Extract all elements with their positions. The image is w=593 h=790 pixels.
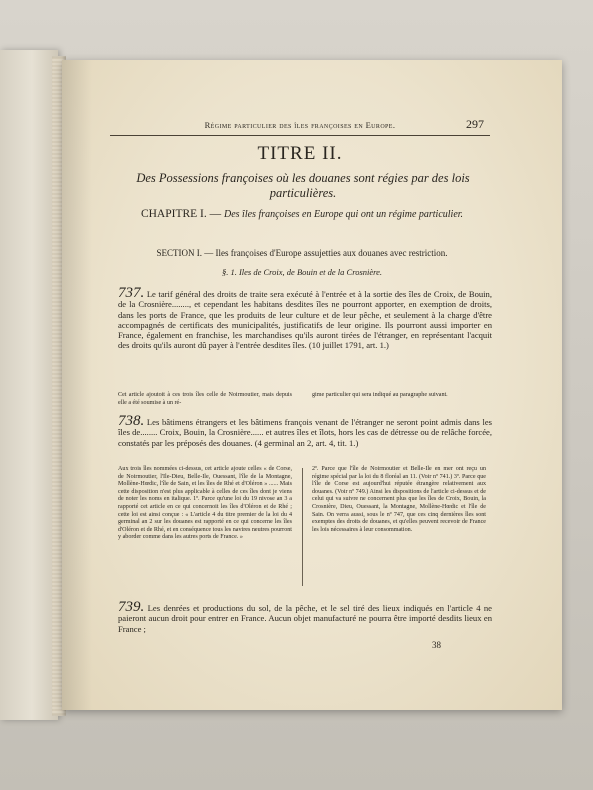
article-737 xyxy=(118,285,492,351)
article-text: Le tarif général des droits de traite sera exécuté à l'entrée et à la sortie des îles de Croix, de Bouin, de la Crosnière........, et cependant les habitans desdites îles ne pourront apporter, en exemption de droits, dans les ports de France, que les produits de leur culture et de leur pêche, et seulement à la charge d'être accompagnés de certificats des municipalités, justificatifs de leur origine. Ils pourront aussi importer en France, également en franchise, les marchandises qu'ils auront tirées de l'étranger, en représentant l'acquit des droits qu'ils auront dû payer à l'entrée desdites îles. (10 juillet 1791, art. 1.) xyxy=(118,289,492,351)
titre-subtitle: Des Possessions françoises où les douanes sont régies par des lois particulières. xyxy=(136,171,470,200)
left-page-edge xyxy=(0,50,58,720)
note-738-right: 2º. Parce que l'île de Noirmoutier et Belle-Ile en mer ont reçu un régime spécial par la loi du 8 floréal an 11. (Voir nº 741.) 3º. Parce que l'île de Corse est aujourd'hui réputée étrangère relativement aux douanes. (Voir nº 749.) Ainsi les dispositions de l'article ci-dessus et de celui qui va suivre ne concernent plus que les îles de Croix, Bouin, la Crosnière, Dieu, Ouessant, la Montagne, Mollène-Hœdic et l'île de Sain. On verra aussi, sous le nº 747, que ces cinq dernières îles sont exemptes des droits de douanes, et qu'elles peuvent recevoir de France les lois nécessaires à leur consommation. xyxy=(312,466,486,533)
chapitre-label: CHAPITRE I. — xyxy=(140,208,222,220)
page-number: 297 xyxy=(466,117,484,131)
section-heading: SECTION I. — Iles françoises d'Europe assujetties aux douanes avec restriction. xyxy=(156,248,448,258)
note-737-left: Cet article ajoutoit à ces trois îles celle de Noirmoutier, mais depuis elle a été soumise à un ré- xyxy=(118,392,292,406)
article-number: 738. xyxy=(118,413,145,429)
article-739 xyxy=(118,599,492,634)
article-text: Les bâtimens étrangers et les bâtimens françois venant de l'étranger ne seront point admis dans les îles de........ Croix, Bouin, la Crosnière...... et autres îles et îlots, hors les cas de détresse ou de relâche forcée, constatés par les préposés des douanes. (4 germinal an 2, art. 4, tit. 1.) xyxy=(118,417,492,448)
titre-heading: TITRE II. xyxy=(257,143,343,164)
paragraph-heading: §. 1. Iles de Croix, de Bouin et de la Crosnière. xyxy=(221,267,383,277)
spine-shadow xyxy=(62,60,92,710)
chapitre-heading xyxy=(112,208,492,221)
note-738-left: Aux trois îles nommées ci-dessus, cet article ajoute celles « de Corse, de Noirmoutier, l'Ile-Dieu, Belle-Ile, Ouessant, l'île de la Montagne, Mollène-Hœdic, l'île de Sain, et les îles de Rhé et d'Oléron » ...... Mais cette disposition n'est plus applicable à celles de ces îles dont je viens de noter les noms en italique. 1º. Parce qu'une loi du 19 nivose an 3 a rapporté cet article en ce qui concernoit les îles d'Oléron et de Rhé ; cette loi est ainsi conçue : « L'article 4 du titre premier de la loi du 4 germinal an 2 sur les douanes est rapporté en ce qui concerne les îles d'Oléron et de Rhé, et en conséquence tous les navires neutres pourront y aborder comme dans les autres ports de France. » xyxy=(118,466,292,541)
signature-mark: 38 xyxy=(432,640,441,650)
article-number: 737. xyxy=(118,285,145,301)
header-rule xyxy=(110,135,490,136)
note-737-right: gime particulier qui sera indiqué au paragraphe suivant. xyxy=(312,392,448,398)
article-number: 739. xyxy=(118,599,145,615)
article-738 xyxy=(118,413,492,448)
chapitre-text: Des îles françoises en Europe qui ont un régime particulier. xyxy=(224,209,464,220)
article-text: Les denrées et productions du sol, de la pêche, et le sel tiré des lieux indiqués en l'article 4 ne paieront aucun droit pour entrer en France. Aucun objet manufacturé ne pourra être importé desdits lieux en France ; xyxy=(118,603,492,634)
column-divider xyxy=(302,468,303,586)
running-header: Régime particulier des îles françoises en Europe. xyxy=(204,120,396,130)
